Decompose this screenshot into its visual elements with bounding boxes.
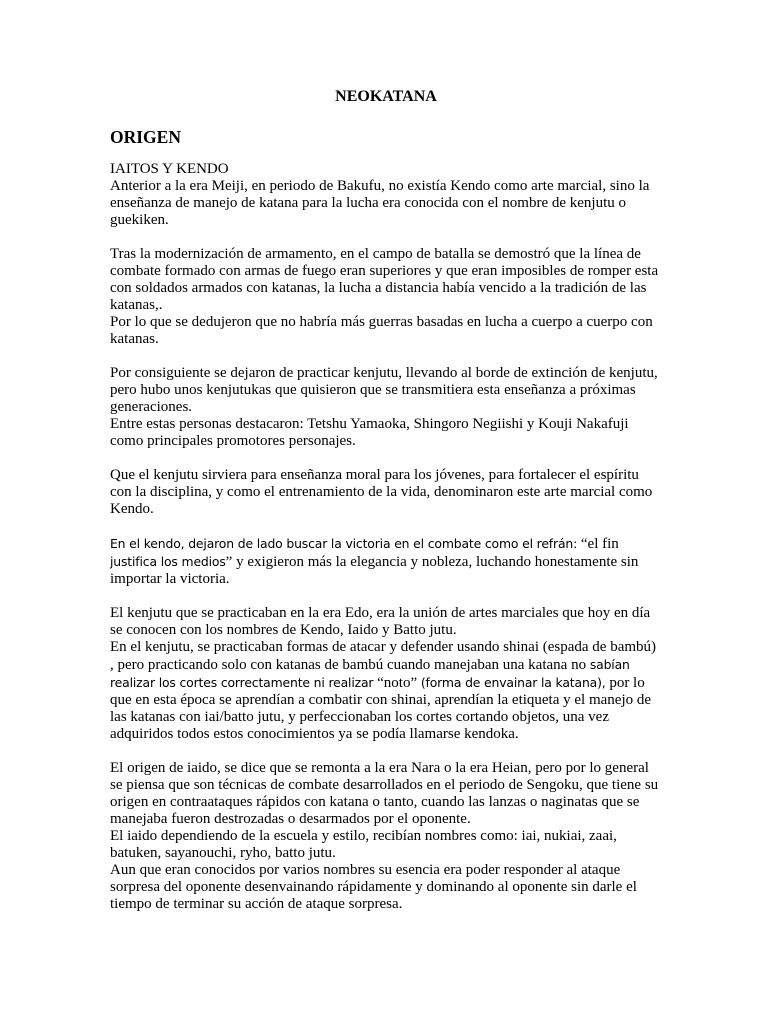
paragraph-3: Por consiguiente se dejaron de practicar kenjutu, llevando al borde de extinción de kenjutu, pero hubo unos kenjutukas que quisieron que se transmitiera esta enseñanza a próximas generaciones.: [110, 365, 658, 415]
paragraph-6b-part-b: “noto”: [373, 675, 421, 691]
paragraph-5-alt-font: En el kendo, dejaron de lado buscar la victoria en el combate como el refrán:: [110, 536, 578, 551]
paragraph-6b-part-a: En el kenjutu, se practicaban formas de atacar y defender usando shinai (espada de bambú) , pero practicando solo con katanas de bambú cuando manejaban una katana no: [110, 639, 657, 673]
paragraph-5-rest: ” y exigieron más la elegancia y nobleza, luchando honestamente sin importar la victoria.: [110, 554, 639, 587]
paragraph-3b: Entre estas personas destacaron: Tetshu Yamaoka, Shingoro Negiishi y Kouji Nakafuji como principales promotores personajes.: [110, 416, 629, 449]
paragraph-6b: [110, 639, 662, 743]
section-heading: ORIGEN: [110, 127, 181, 147]
subheading: IAITOS Y KENDO: [110, 161, 229, 177]
paragraph-2: Tras la modernización de armamento, en el campo de batalla se demostró que la línea de combate formado con armas de fuego eran superiores y que eran imposibles de romper esta con soldados armados con katanas, la lucha a distancia había vencido a la tradición de las katanas,.: [110, 246, 659, 313]
paragraph-7b: El iaido dependiendo de la escuela y estilo, recibían nombres como: iai, nukiai, zaai, batuken, sayanouchi, ryho, batto jutu.: [110, 828, 617, 861]
paragraph-4: Que el kenjutu sirviera para enseñanza moral para los jóvenes, para fortalecer el espíritu con la disciplina, y como el entrenamiento de la vida, denominaron este arte marcial como Kendo.: [110, 467, 653, 517]
paragraph-6b-part-c: por lo que en esta época se aprendían a combatir con shinai, aprendían la etiqueta y el manejo de las katanas con iai/batto jutu, y perfeccionaban los cortes cortando objetos, una vez adquiridos todos estos conocimientos ya se podía llamarse kendoka.: [110, 675, 652, 742]
paragraph-7c: Aun que eran conocidos por varios nombres su esencia era poder responder al ataque sorpresa del oponente desenvainando rápidamente y dominando al oponente sin darle el tiempo de terminar su acción de ataque sorpresa.: [110, 862, 637, 912]
paragraph-5-alt-font-2: justifica los medios: [110, 554, 226, 569]
paragraph-7: El origen de iaido, se dice que se remonta a la era Nara o la era Heian, pero por lo general se piensa que son técnicas de combate desarrollados en el periodo de Sengoku, que tiene su origen en contraataques rápidos con katana o tanto, cuando las lanzas o naginatas que se manejaba fueron destrozadas o desarmados por el oponente.: [110, 760, 659, 827]
paragraph-6: El kenjutu que se practicaban en la era Edo, era la unión de artes marciales que hoy en día se conocen con los nombres de Kendo, Iaido y Batto jutu.: [110, 605, 651, 638]
paragraph-2b: Por lo que se dedujeron que no habría más guerras basadas en lucha a cuerpo a cuerpo con katanas.: [110, 314, 653, 347]
paragraph-5-quote-open: “el fin: [577, 536, 619, 552]
document-title: NEOKATANA: [335, 88, 437, 105]
paragraph-1: Anterior a la era Meiji, en periodo de Bakufu, no existía Kendo como arte marcial, sino la enseñanza de manejo de katana para la lucha era conocida con el nombre de kenjutu o guekiken.: [110, 178, 650, 228]
paragraph-6b-alt-font: sabían realizar los cortes correctamente ni realizar: [110, 657, 630, 690]
paragraph-6b-alt-font-2: (forma de envainar la katana),: [420, 675, 606, 690]
document-body: [110, 88, 662, 913]
paragraph-5: [110, 535, 662, 588]
